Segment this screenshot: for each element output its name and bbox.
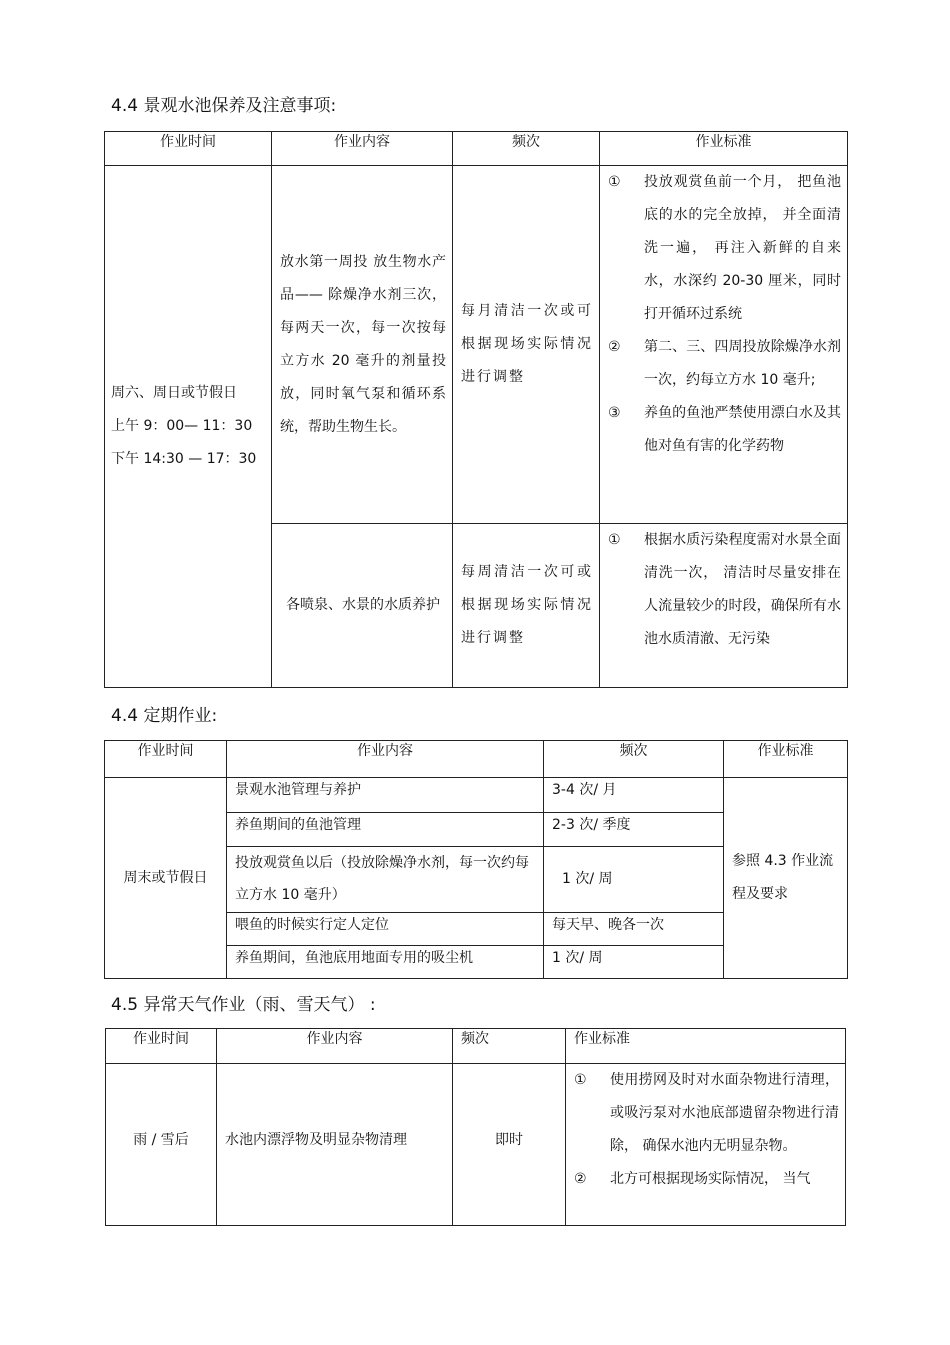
abnormal-weather-table bbox=[105, 1028, 846, 1226]
standard-item: ① 使用捞网及时对水面杂物进行清理， 或吸污泵对水池底部遗留杂物进行清除， 确保水池内无明显杂物。 bbox=[574, 1072, 839, 1154]
header-standard: 作业标准 bbox=[600, 132, 848, 166]
table-row bbox=[105, 778, 848, 813]
standard-item: ③ 养鱼的鱼池严禁使用漂白水及其他对鱼有害的化学药物 bbox=[608, 405, 841, 454]
frequency-cell: 1 次/ 周 bbox=[544, 946, 724, 979]
header-time: 作业时间 bbox=[106, 1029, 217, 1064]
content-cell: 投放观赏鱼以后（投放除燥净水剂，每一次约每立方水 10 毫升） bbox=[227, 847, 544, 913]
content-cell: 养鱼期间，鱼池底用地面专用的吸尘机 bbox=[227, 946, 544, 979]
header-frequency: 频次 bbox=[453, 1029, 566, 1064]
frequency-cell: 1 次/ 周 bbox=[544, 847, 724, 913]
content-cell: 喂鱼的时候实行定人定位 bbox=[227, 913, 544, 946]
content-cell: 养鱼期间的鱼池管理 bbox=[227, 813, 544, 847]
table-row bbox=[106, 1064, 846, 1226]
standard-cell: 参照 4.3 作业流程及要求 bbox=[724, 778, 848, 979]
time-line: 周六、周日或节假日 bbox=[111, 385, 237, 401]
header-standard: 作业标准 bbox=[566, 1029, 846, 1064]
work-time-cell: 雨 / 雪后 bbox=[106, 1064, 217, 1226]
table-row bbox=[105, 166, 848, 524]
section-heading-abnormal-weather: 4.5 异常天气作业（雨、雪天气） : bbox=[111, 995, 376, 1015]
header-standard: 作业标准 bbox=[724, 741, 848, 778]
frequency-cell: 每周清洁一次可或根据现场实际情况进行调整 bbox=[453, 524, 600, 688]
standard-cell bbox=[600, 166, 848, 524]
standard-item: ② 北方可根据现场实际情况， 当气 bbox=[574, 1171, 811, 1187]
header-time: 作业时间 bbox=[105, 132, 272, 166]
content-cell: 各喷泉、水景的水质养护 bbox=[272, 524, 453, 688]
section-heading-periodic-work: 4.4 定期作业: bbox=[111, 706, 218, 726]
standard-item: ① 投放观赏鱼前一个月， 把鱼池底的水的完全放掉， 并全面清洗一遍， 再注入新鲜的自来水，水深约 20-30 厘米，同时打开循环过系统 bbox=[608, 174, 841, 322]
header-content: 作业内容 bbox=[227, 741, 544, 778]
header-content: 作业内容 bbox=[272, 132, 453, 166]
time-line: 下午 14:30 — 17：30 bbox=[111, 451, 257, 467]
frequency-cell: 2-3 次/ 季度 bbox=[544, 813, 724, 847]
header-frequency: 频次 bbox=[453, 132, 600, 166]
standard-item: ② 第二、三、四周投放除燥净水剂一次，约每立方水 10 毫升; bbox=[608, 339, 841, 388]
frequency-cell: 3-4 次/ 月 bbox=[544, 778, 724, 813]
standard-item: ① 根据水质污染程度需对水景全面清洗一次， 清洁时尽量安排在人流量较少的时段，确保所有水池水质清澈、无污染 bbox=[608, 532, 841, 647]
header-content: 作业内容 bbox=[217, 1029, 453, 1064]
work-time-cell: 周末或节假日 bbox=[105, 778, 227, 979]
content-cell: 放水第一周投 放生物水产品—— 除燥净水剂三次，每两天一次，每一次按每立方水 20 毫升的剂量投放，同时氧气泵和循环系统，帮助生物生长。 bbox=[272, 166, 453, 524]
content-cell: 水池内漂浮物及明显杂物清理 bbox=[217, 1064, 453, 1226]
section-heading-pool-maintenance: 4.4 景观水池保养及注意事项: bbox=[111, 96, 337, 116]
pool-maintenance-table bbox=[104, 131, 848, 688]
time-line: 上午 9：00— 11：30 bbox=[111, 418, 253, 434]
work-time-cell bbox=[105, 166, 272, 688]
standard-cell bbox=[600, 524, 848, 688]
standard-cell bbox=[566, 1064, 846, 1226]
content-cell: 景观水池管理与养护 bbox=[227, 778, 544, 813]
frequency-cell: 每月清洁一次或可根据现场实际情况进行调整 bbox=[453, 166, 600, 524]
periodic-work-table bbox=[104, 740, 848, 979]
frequency-cell: 即时 bbox=[453, 1064, 566, 1226]
frequency-cell: 每天早、晚各一次 bbox=[544, 913, 724, 946]
header-frequency: 频次 bbox=[544, 741, 724, 778]
header-time: 作业时间 bbox=[105, 741, 227, 778]
